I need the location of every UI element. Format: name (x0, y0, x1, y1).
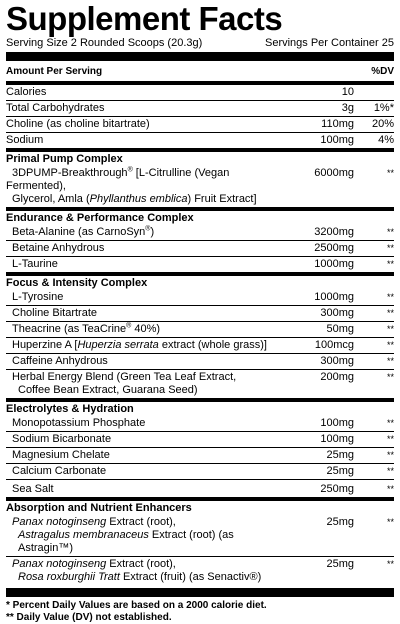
ingredient-amount: 250mg (320, 483, 354, 495)
ingredient-row (6, 447, 394, 463)
ingredient-amount: 25mg (326, 558, 354, 570)
thick-divider (6, 52, 394, 61)
ingredient-row (6, 337, 394, 353)
ingredient-dv: ** (386, 434, 394, 444)
name-line (6, 571, 274, 584)
ingredient-row (6, 353, 394, 369)
ingredient-name (6, 558, 274, 584)
thick-divider (6, 588, 394, 597)
ingredient-name: L-Taurine (12, 258, 58, 270)
ingredient-row (6, 463, 394, 479)
text: ) (150, 226, 155, 238)
nutrient-amount: 10 (341, 86, 354, 98)
ingredient-row (6, 556, 394, 585)
ingredient-dv: ** (386, 308, 394, 318)
ingredient-name (6, 167, 274, 206)
text: Extract (fruit) (as Senactiv®) (119, 571, 262, 583)
ingredient-dv: ** (386, 259, 394, 269)
ingredient-dv: ** (386, 484, 394, 494)
latin-name: Astragalus membranaceus (18, 529, 149, 541)
ingredient-name (6, 516, 274, 555)
footnote-dv-basis: * Percent Daily Values are based on a 2000 calorie diet. (6, 600, 267, 611)
text: Beta-Alanine (as CarnoSyn (12, 226, 146, 238)
nutrient-dv: 20% (371, 118, 394, 130)
ingredient-row (6, 256, 394, 272)
ingredient-amount: 300mg (320, 307, 354, 319)
nutrient-row (6, 100, 394, 116)
nutrient-dv: 4% (378, 134, 394, 146)
text: 40%) (131, 323, 161, 335)
ingredient-row (6, 305, 394, 321)
ingredient-row (6, 416, 394, 431)
category-title: Endurance & Performance Complex (6, 212, 194, 224)
ingredient-dv: ** (386, 168, 394, 178)
text: Theacrine (as TeaCrine (12, 323, 127, 335)
registered-mark: ® (145, 225, 151, 233)
ingredient-name: Sea Salt (12, 483, 54, 495)
ingredient-amount: 3200mg (314, 226, 354, 238)
name-line: Herbal Energy Blend (Green Tea Leaf Extract, (12, 371, 237, 383)
category-focus (6, 272, 394, 290)
footnotes (6, 597, 394, 624)
ingredient-dv: ** (386, 243, 394, 253)
dv-header: %DV (371, 66, 394, 77)
ingredient-name: Magnesium Chelate (12, 449, 110, 461)
ingredient-amount: 100mg (320, 417, 354, 429)
ingredient-amount: 100mg (320, 433, 354, 445)
ingredient-row (6, 225, 394, 240)
name-line (6, 193, 274, 206)
name-line (6, 529, 274, 555)
ingredient-dv: ** (386, 559, 394, 569)
ingredient-amount: 200mg (320, 371, 354, 383)
category-title: Absorption and Nutrient Enhancers (6, 502, 192, 514)
name-line (6, 516, 176, 528)
ingredient-name (6, 226, 274, 239)
ingredient-amount: 300mg (320, 355, 354, 367)
ingredient-amount: 25mg (326, 465, 354, 477)
category-title: Focus & Intensity Complex (6, 277, 148, 289)
text: Extract (root) (as Astragin™) (18, 529, 234, 554)
ingredient-name (6, 323, 274, 336)
ingredient-amount: 6000mg (314, 167, 354, 179)
ingredient-name: L-Tyrosine (12, 291, 64, 303)
text: Extract (root), (106, 516, 176, 528)
text: 3DPUMP-Breakthrough (12, 167, 128, 179)
latin-name: Rosa roxburghii Tratt (18, 571, 120, 583)
text: ) Fruit Extract] (187, 193, 257, 205)
ingredient-amount: 2500mg (314, 242, 354, 254)
category-endurance (6, 207, 394, 225)
nutrient-name: Sodium (6, 134, 44, 146)
ingredient-name: Sodium Bicarbonate (12, 433, 112, 445)
ingredient-dv: ** (386, 466, 394, 476)
nutrient-amount: 110mg (321, 118, 354, 130)
name-line: Coffee Bean Extract, Guarana Seed) (18, 384, 198, 396)
category-title: Electrolytes & Hydration (6, 403, 134, 415)
category-primal-pump (6, 148, 394, 166)
text: [L-Citrulline (Vegan Fermented), (6, 167, 230, 192)
name-line (6, 167, 229, 192)
nutrient-row (6, 116, 394, 132)
nutrient-row (6, 132, 394, 148)
footnote-dv-not-established: ** Daily Value (DV) not established. (6, 612, 172, 623)
ingredient-amount: 1000mg (314, 258, 354, 270)
ingredient-row (6, 431, 394, 447)
ingredient-name: Choline Bitartrate (12, 307, 97, 319)
ingredient-dv: ** (386, 324, 394, 334)
servings-per-container: Servings Per Container 25 (264, 37, 394, 49)
ingredient-row (6, 321, 394, 337)
nutrient-name: Choline (as choline bitartrate) (6, 118, 150, 130)
ingredient-row (6, 290, 394, 305)
latin-name: Panax notoginseng (12, 516, 107, 528)
ingredient-name: Monopotassium Phosphate (12, 417, 146, 429)
text: extract (whole grass)] (158, 339, 267, 351)
category-electrolytes (6, 398, 394, 416)
ingredient-dv: ** (386, 227, 394, 237)
nutrient-name: Calories (6, 86, 47, 98)
panel-title: Supplement Facts (6, 0, 283, 37)
nutrient-name: Total Carbohydrates (6, 102, 105, 114)
nutrient-dv: 1%* (373, 102, 394, 114)
latin-name: Panax notoginseng (12, 558, 107, 570)
nutrient-amount: 100mg (320, 134, 354, 146)
registered-mark: ® (127, 166, 133, 174)
ingredient-name (6, 339, 274, 352)
ingredient-row (6, 166, 394, 207)
text: Huperzine A [ (12, 339, 78, 351)
registered-mark: ® (126, 322, 132, 330)
ingredient-dv: ** (386, 372, 394, 382)
ingredient-name: Calcium Carbonate (12, 465, 107, 477)
nutrient-row (6, 85, 394, 100)
column-header (6, 61, 394, 81)
ingredient-dv: ** (386, 292, 394, 302)
serving-size: Serving Size 2 Rounded Scoops (20.3g) (6, 37, 203, 49)
ingredient-dv: ** (386, 340, 394, 350)
name-line (6, 558, 176, 570)
ingredient-dv: ** (386, 418, 394, 428)
latin-name: Phyllanthus emblica (89, 193, 188, 205)
ingredient-dv: ** (386, 450, 394, 460)
nutrient-amount: 3g (341, 102, 354, 114)
ingredient-row (6, 479, 394, 497)
ingredient-dv: ** (386, 517, 394, 527)
text: Extract (root), (106, 558, 176, 570)
ingredient-row (6, 515, 394, 556)
text: Glycerol, Amla ( (12, 193, 90, 205)
ingredient-amount: 100mcg (314, 339, 354, 351)
ingredient-amount: 1000mg (314, 291, 354, 303)
ingredient-row (6, 369, 394, 398)
ingredient-name (6, 371, 274, 397)
amount-header: Amount Per Serving (6, 66, 103, 77)
serving-info (6, 37, 394, 52)
ingredient-amount: 50mg (326, 323, 354, 335)
ingredient-amount: 25mg (326, 516, 354, 528)
category-title: Primal Pump Complex (6, 153, 123, 165)
ingredient-name: Caffeine Anhydrous (12, 355, 108, 367)
ingredient-row (6, 240, 394, 256)
category-absorption (6, 497, 394, 515)
ingredient-name: Betaine Anhydrous (12, 242, 105, 254)
ingredient-amount: 25mg (326, 449, 354, 461)
latin-name: Huperzia serrata (77, 339, 159, 351)
ingredient-dv: ** (386, 356, 394, 366)
